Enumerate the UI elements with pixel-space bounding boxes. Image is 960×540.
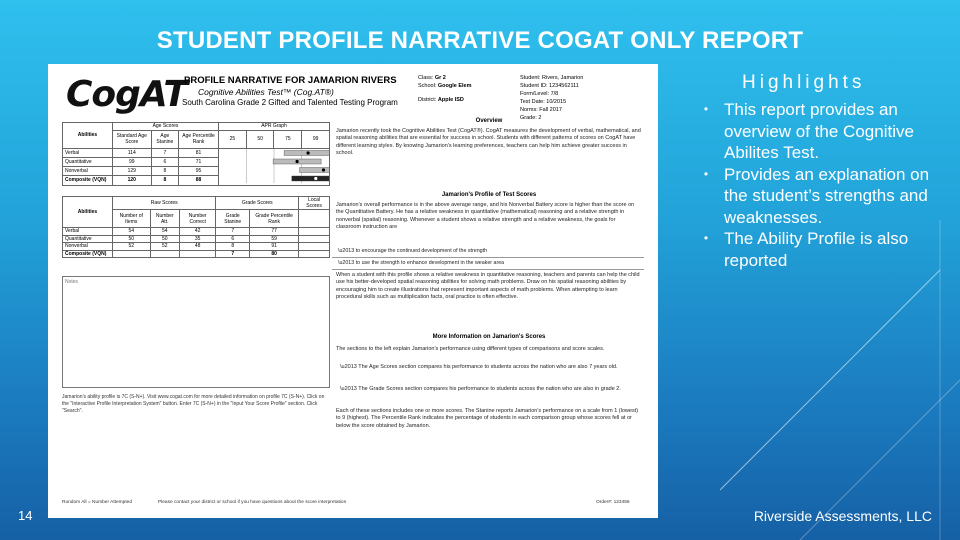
table-row: Nonverbal 52 52 48 8 91 bbox=[63, 243, 330, 251]
report-subtitle: Cognitive Abilities Test™ (Cog.AT®) bbox=[198, 87, 334, 97]
tick-25: 25 bbox=[218, 130, 246, 148]
profile-text-2: When a student with this profile shows a relative weakness in quantitative reasoning, teachers and parents can help the child use his better-developed spatial reasoning abilities for solving math problems. Draw on his spatial reasoning abilities by encouraging him to create illustrations that represent important aspects of math problems. When attempting to learn procedural skills such as multiplication facts, oral practice is often effective. bbox=[336, 272, 640, 301]
meta-test-date: Test Date: 10/2015 bbox=[520, 99, 567, 105]
col-age-pr: Age Percentile Rank bbox=[179, 130, 219, 148]
meta-grade: Grade: 2 bbox=[520, 115, 542, 121]
report-footer-mid: Please contact your district or school if you have questions about the score interpretation bbox=[158, 500, 347, 505]
meta-student-id: Student ID: 1234562111 bbox=[520, 83, 579, 89]
tick-50: 50 bbox=[246, 130, 274, 148]
more-info-text: The sections to the left explain Jamarion's performance using different types of comparisons and score scales. bbox=[336, 346, 605, 352]
tick-75: 75 bbox=[274, 130, 302, 148]
report-meta-right bbox=[520, 74, 583, 122]
apr-marker bbox=[322, 168, 325, 171]
col-sas: Standard Age Score bbox=[113, 130, 152, 148]
col-age-stanine: Age Stanine bbox=[151, 130, 179, 148]
table-row: Composite (VQN) 7 80 bbox=[63, 250, 330, 258]
report-footer-right: Order#: 123456 bbox=[596, 500, 630, 505]
meta-class: Class: Gr 2 bbox=[418, 75, 446, 81]
report-meta-left bbox=[418, 74, 472, 104]
raw-scores-header: Raw Scores bbox=[113, 197, 216, 210]
table-row: Composite (VQN) 120 8 88 bbox=[63, 176, 330, 185]
report-footer-left: Rundom All = Number Attempted bbox=[62, 500, 132, 505]
notes-box: Notes bbox=[62, 276, 330, 388]
apr-band bbox=[292, 176, 329, 181]
tick-99: 99 bbox=[302, 130, 330, 148]
meta-form-level: Form/Level: 7/8 bbox=[520, 91, 559, 97]
apr-marker bbox=[314, 176, 317, 179]
apr-graph-header: APR Graph bbox=[218, 123, 329, 131]
table-row: Verbal 54 54 42 7 77 bbox=[63, 228, 330, 236]
more-bullet-2: \u2013 The Grade Scores section compares his performance to students across the nation who are also in grade 2. bbox=[340, 386, 621, 392]
slide-title: STUDENT PROFILE NARRATIVE COGAT ONLY REPORT bbox=[156, 27, 804, 54]
table-row: Quantitative 99 6 71 bbox=[63, 157, 330, 166]
grade-scores-header: Grade Scores bbox=[216, 197, 299, 210]
highlight-bullet-3: • The Ability Profile is also reported bbox=[698, 228, 938, 271]
apr-marker bbox=[295, 159, 298, 162]
table-row: Verbal 114 7 81 bbox=[63, 148, 330, 157]
bullet-icon: • bbox=[703, 166, 709, 181]
profile-heading: Jamarion's Profile of Test Scores bbox=[441, 192, 537, 198]
goal-bullet-2: \u2013 to use the strength to enhance development in the weaker area bbox=[332, 258, 644, 270]
abilities-header: Abilities bbox=[63, 197, 113, 228]
local-scores-header: Local Scores bbox=[299, 197, 330, 210]
footer-brand: Riverside Assessments, LLC bbox=[753, 508, 932, 524]
goal-bullet-1: \u2013 to encourage the continued development of the strength bbox=[332, 246, 644, 258]
meta-school: School: Google Elem bbox=[418, 83, 472, 89]
overview-text: Jamarion recently took the Cognitive Abilities Test (CogAT®). CogAT measures the development of verbal, mathematical, and spatial reasoning abilities that are essential for success in school. Students with different patterns of scores on CogAT have different learning styles. By knowing Jamarion's learning preferences, teachers can help him achieve greater success in school. bbox=[336, 128, 641, 157]
grade-scores-table: Abilities Raw Scores Grade Scores Local Scores Number of Items Number Att. Number Correct Grade Stanine Grade Percentile Rank Verbal 54 54 42 7 77 Quantitative 50 50 35 6 59 Nonverbal 52 52 48 8 91 Composite (VQN) 7 80 bbox=[62, 196, 330, 258]
age-scores-header: Age Scores bbox=[113, 123, 219, 131]
decorative-lines bbox=[640, 220, 960, 540]
table-row: Quantitative 50 50 35 6 59 bbox=[63, 235, 330, 243]
table-row: Nonverbal 129 8 95 bbox=[63, 167, 330, 176]
abilities-header: Abilities bbox=[63, 123, 113, 149]
meta-student: Student: Rivers, Jamarion bbox=[520, 75, 584, 81]
slide-number: 14 bbox=[18, 508, 33, 523]
age-scores-table bbox=[62, 122, 330, 186]
highlights-heading: Highlights bbox=[742, 72, 866, 93]
highlight-bullet-1: • This report provides an overview of the Cognitive Abilites Test. bbox=[698, 99, 938, 164]
bullet-icon: • bbox=[703, 231, 709, 245]
highlight-bullet-2: • Provides an explanation on the student’s strengths and weaknesses. bbox=[698, 164, 938, 229]
overview-heading: Overview bbox=[475, 118, 503, 124]
more-info-heading: More Information on Jamarion's Scores bbox=[432, 334, 546, 340]
apr-marker bbox=[306, 151, 309, 154]
report-title: PROFILE NARRATIVE FOR JAMARION RIVERS bbox=[184, 75, 397, 86]
profile-text: Jamarion's overall performance is in the above average range, and his Nonverbal Battery score is higher than the score on the Quantitative Battery. He has a relative weakness in quantitative (mathematical) reasoning and a relative strength in nonverbal (spatial) reasoning. Whenever a student shows a relative strength and a relative weakness, the goals for classroom instruction are bbox=[336, 202, 635, 231]
ability-profile-text: Jamarion's ability profile is 7C (S-N+). Visit www.cogat.com for more detailed information on profile 7C (S-N+). Click on the "Interactive Profile Interpretation System" button. Enter 7C (S-N+) in the "Input Your Score Profile" section. Click "Search". bbox=[62, 394, 325, 414]
meta-norms: Norms: Fall 2017 bbox=[520, 107, 562, 113]
report-image bbox=[48, 64, 658, 518]
more-bullet-1: \u2013 The Age Scores section compares his performance to students across the nation who are also 7 years old. bbox=[340, 364, 618, 370]
report-program: South Carolina Grade 2 Gifted and Talented Testing Program bbox=[182, 98, 398, 107]
bullet-icon: • bbox=[703, 102, 709, 116]
meta-district: District: Apple ISD bbox=[418, 97, 464, 103]
more-info-text-2: Each of these sections includes one or more scores. The Stanine reports Jamarion's performance on a scale from 1 (lowest) to 9 (highest). The Percentile Rank indicates the percentage of students in each comparison group whose scores fell at or below the score obtained by Jamarion. bbox=[336, 408, 639, 429]
apr-graph bbox=[219, 149, 329, 183]
cogat-logo: CogAT bbox=[66, 74, 187, 115]
